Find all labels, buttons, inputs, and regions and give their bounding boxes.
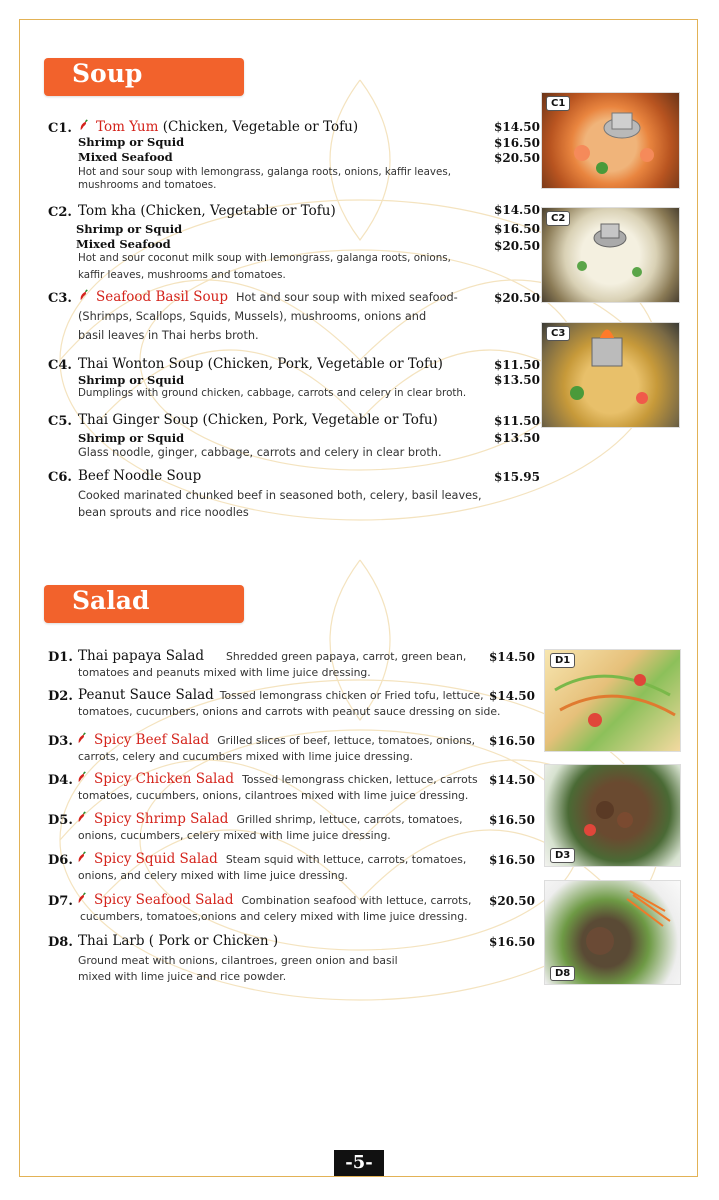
item-price: $11.50 [494,358,540,372]
item-price: $16.50 [489,813,535,827]
chili-icon [76,892,89,905]
photo-c3 [541,322,680,428]
item-code: D8. [48,935,73,950]
item-description: basil leaves in Thai herbs broth. [78,329,259,342]
item-description: mushrooms and tomatoes. [78,179,217,191]
item-sub-option: Shrimp or Squid [78,431,185,445]
item-code: C4. [48,358,72,373]
photo-tag: C1 [546,96,570,111]
photo-d3 [544,764,681,867]
item-price: $14.50 [489,689,535,703]
item-description: Hot and sour coconut milk soup with lemongrass, galanga roots, onions, [78,252,451,264]
chili-icon [76,732,89,745]
item-description: mixed with lime juice and rice powder. [78,970,287,983]
chili-icon [76,771,89,784]
chili-icon [76,851,89,864]
item-name: Spicy Shrimp Salad Grilled shrimp, lettuce, carrots, tomatoes, [76,811,463,827]
item-code: C3. [48,291,72,306]
item-description: kaffir leaves, mushrooms and tomatoes. [78,269,286,281]
item-price: $14.50 [494,203,540,217]
item-sub-option: Shrimp or Squid [76,222,183,236]
item-code: D3. [48,734,73,749]
item-description: (Shrimps, Scallops, Squids, Mussels), mushrooms, onions and [78,310,427,323]
item-price: $16.50 [489,734,535,748]
item-name: Tom Yum (Chicken, Vegetable or Tofu) [78,119,358,135]
photo-d8 [544,880,681,985]
item-code: D7. [48,894,73,909]
item-description: tomatoes and peanuts mixed with lime juice dressing. [78,666,371,679]
item-name: Thai Larb ( Pork or Chicken ) [78,933,279,949]
item-sub-option: Shrimp or Squid [78,135,185,149]
photo-tag: D3 [550,848,575,863]
item-price: $16.50 [489,853,535,867]
chili-icon [78,289,91,302]
item-description: Ground meat with onions, cilantroes, green onion and basil [78,954,398,967]
soup-heading: Soup [72,59,143,88]
item-price: $20.50 [494,239,540,253]
item-name: Thai papaya Salad Shredded green papaya, carrot, green bean, [78,648,467,664]
photo-d1 [544,649,681,752]
item-description: tomatoes, cucumbers, onions, cilantroes mixed with lime juice dressing. [78,789,469,802]
item-description: onions, cucumbers, celery mixed with lime juice dressing. [78,829,391,842]
salad-heading: Salad [72,586,150,615]
item-name: Thai Wonton Soup (Chicken, Pork, Vegetable or Tofu) [78,356,443,372]
item-name: Spicy Seafood Salad Combination seafood with lettuce, carrots, [76,892,471,908]
item-name: Thai Ginger Soup (Chicken, Pork, Vegetable or Tofu) [78,412,438,428]
item-code: D1. [48,650,73,665]
item-description: Glass noodle, ginger, cabbage, carrots and celery in clear broth. [78,446,442,459]
item-price: $11.50 [494,414,540,428]
photo-tag: D8 [550,966,575,981]
item-code: C2. [48,205,72,220]
item-name: Seafood Basil Soup Hot and sour soup with mixed seafood- [78,289,458,305]
item-price: $16.50 [494,136,540,150]
page-number: -5- [334,1150,384,1176]
item-code: C6. [48,470,72,485]
item-name: Spicy Chicken Salad Tossed lemongrass chicken, lettuce, carrots [76,771,478,787]
item-name: Spicy Squid Salad Steam squid with lettuce, carrots, tomatoes, [76,851,466,867]
photo-c2 [541,207,680,303]
soup-heading-bar [44,58,244,96]
item-price: $20.50 [489,894,535,908]
photo-tag: C3 [546,326,570,341]
item-code: D4. [48,773,73,788]
item-price: $16.50 [489,935,535,949]
item-description: cucumbers, tomatoes,onions and celery mixed with lime juice dressing. [80,910,468,923]
item-price: $14.50 [489,650,535,664]
item-price: $14.50 [494,120,540,134]
item-description: Hot and sour soup with lemongrass, galanga roots, onions, kaffir leaves, [78,166,451,178]
item-name: Beef Noodle Soup [78,468,202,484]
chili-icon [78,119,91,132]
item-price: $14.50 [489,773,535,787]
item-price: $20.50 [494,291,540,305]
item-code: C5. [48,414,72,429]
item-price: $20.50 [494,151,540,165]
salad-heading-bar [44,585,244,623]
item-code: C1. [48,121,72,136]
item-description: onions, and celery mixed with lime juice dressing. [78,869,348,882]
item-description: tomatoes, cucumbers, onions and carrots with peanut sauce dressing on side. [78,705,501,718]
chili-icon [76,811,89,824]
item-description: carrots, celery and cucumbers mixed with lime juice dressing. [78,750,413,763]
item-sub-option: Shrimp or Squid [78,373,185,387]
item-code: D5. [48,813,73,828]
item-price: $13.50 [494,431,540,445]
item-code: D6. [48,853,73,868]
item-name: Tom kha (Chicken, Vegetable or Tofu) [78,203,336,219]
item-code: D2. [48,689,73,704]
item-description: bean sprouts and rice noodles [78,506,249,519]
item-name: Peanut Sauce Salad Tossed lemongrass chicken or Fried tofu, lettuce, [78,687,484,703]
item-description: Cooked marinated chunked beef in seasoned both, celery, basil leaves, [78,489,482,502]
item-description: Dumplings with ground chicken, cabbage, carrots and celery in clear broth. [78,387,467,399]
item-price: $15.95 [494,470,540,484]
item-price: $16.50 [494,222,540,236]
photo-tag: D1 [550,653,575,668]
item-name: Spicy Beef Salad Grilled slices of beef, lettuce, tomatoes, onions, [76,732,475,748]
item-sub-option: Mixed Seafood [76,237,171,251]
photo-tag: C2 [546,211,570,226]
item-price: $13.50 [494,373,540,387]
item-sub-option: Mixed Seafood [78,150,173,164]
photo-c1 [541,92,680,189]
